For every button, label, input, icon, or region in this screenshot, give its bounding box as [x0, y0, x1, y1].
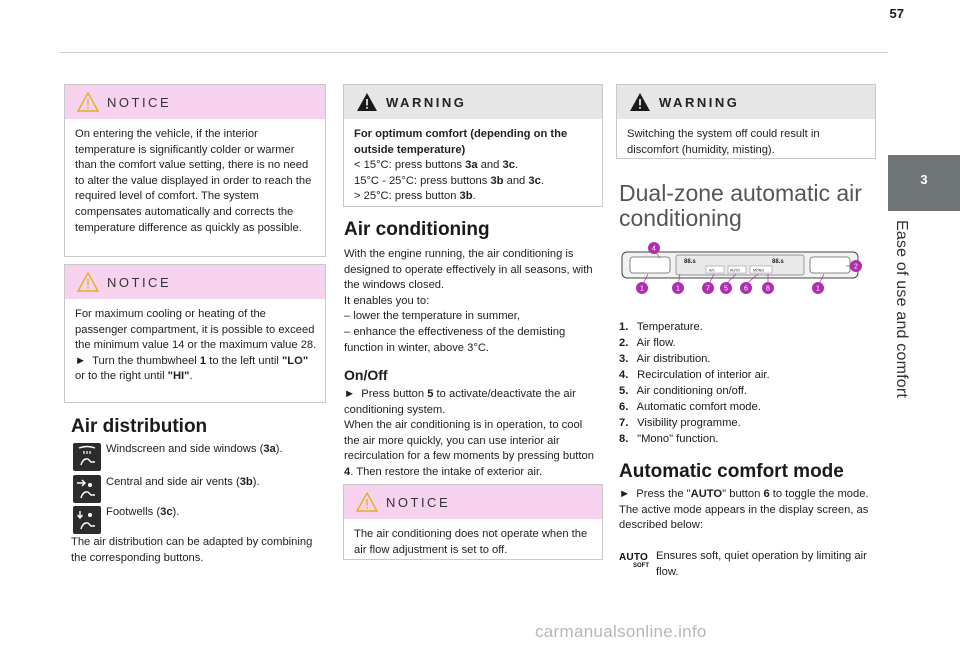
warning-triangle-icon — [629, 92, 651, 112]
notice-header — [65, 85, 325, 119]
central-vent-icon — [73, 475, 101, 503]
climate-control-panel-diagram — [618, 240, 868, 298]
list-item: 7. Visibility programme. — [619, 417, 741, 429]
list-item: 5. Air conditioning on/off. — [619, 385, 747, 397]
warning-header — [344, 85, 602, 119]
notice-text: On entering the vehicle, if the interior temperature is significantly colder or warmer than the comfort value setting, there is no need to alter the value displayed in order to reach the required level of comfort. The system compensates automatically and corrects the temperature difference as quickly as possible. — [75, 128, 312, 234]
panel-display-left: 88.s — [684, 259, 696, 265]
callout-label: 1 — [816, 285, 820, 293]
paragraph: The air distribution can be adapted by combining the corresponding buttons. — [71, 536, 313, 564]
section-heading: Air conditioning — [344, 219, 490, 240]
header-rule — [60, 52, 888, 53]
callout-label: 8 — [766, 285, 770, 293]
page-number: 57 — [889, 6, 904, 21]
notice-title: NOTICE — [107, 95, 172, 110]
list-item: 6. Automatic comfort mode. — [619, 401, 761, 413]
svg-text:AUTO: AUTO — [730, 268, 740, 273]
footwell-vent-icon — [73, 506, 101, 534]
notice-text: The air conditioning does not operate when the air flow adjustment is set to off. — [354, 528, 588, 556]
warning-title: WARNING — [386, 95, 467, 110]
svg-text:MONO: MONO — [753, 268, 765, 273]
svg-text:A/C: A/C — [709, 268, 715, 273]
air-dist-item: Windscreen and side windows (3a). — [106, 443, 283, 455]
subsection-heading: On/Off — [344, 367, 388, 383]
section-heading: Automatic comfort mode — [619, 461, 844, 482]
caution-triangle-icon — [77, 92, 99, 112]
list-item: 1. Temperature. — [619, 321, 703, 333]
warning-header — [617, 85, 875, 119]
paragraph: With the engine running, the air conditioning is designed to operate effectively in all seasons, with the windows closed. It enables you to: – lower the temperature in summer, – enhance the effectiveness of the demisting function in winter, above 3°C. — [344, 248, 593, 354]
callout-label: 6 — [744, 285, 748, 293]
callout-label: 5 — [724, 285, 728, 293]
callout-label: 7 — [706, 285, 710, 293]
notice-title: NOTICE — [386, 495, 451, 510]
notice-header — [65, 265, 325, 299]
notice-title: NOTICE — [107, 275, 172, 290]
temp-knob-right — [810, 257, 850, 273]
list-item: 4. Recirculation of interior air. — [619, 369, 770, 381]
warning-text: Switching the system off could result in discomfort (humidity, misting). — [627, 128, 820, 156]
chapter-title: Ease of use and comfort — [893, 220, 910, 399]
warning-text: For optimum comfort (depending on the outside temperature) < 15°C: press buttons 3a and 3c. 15°C - 25°C: press buttons 3b and 3c. > 25°C: press button 3b. — [354, 128, 568, 203]
warning-box — [616, 84, 876, 159]
paragraph: ► Press the "AUTO" button 6 to toggle the mode. The active mode appears in the display screen, as described below: — [619, 488, 869, 532]
list-item: 8. "Mono" function. — [619, 433, 719, 445]
auto-soft-icon: AUTO SOFT — [619, 552, 649, 569]
callout-label: 1 — [676, 285, 680, 293]
warning-triangle-icon — [356, 92, 378, 112]
paragraph: Ensures soft, quiet operation by limiting air flow. — [656, 550, 867, 578]
callout-label: 4 — [652, 245, 656, 253]
list-item: 3. Air distribution. — [619, 353, 711, 365]
notice-text: For maximum cooling or heating of the passenger compartment, it is possible to exceed the minimum value 14 or the maximum value 28. ► Turn the thumbwheel 1 to the left until "LO" or to the right until "HI". — [75, 308, 317, 383]
caution-triangle-icon — [356, 492, 378, 512]
chapter-number: 3 — [920, 172, 928, 187]
watermark: carmanualsonline.info — [535, 622, 707, 641]
notice-box — [64, 264, 326, 403]
list-item: 2. Air flow. — [619, 337, 676, 349]
caution-triangle-icon — [77, 272, 99, 292]
callout-label: 2 — [854, 263, 858, 271]
section-heading: Dual-zone automatic air conditioning — [619, 180, 862, 231]
warning-box — [343, 84, 603, 207]
section-heading: Air distribution — [71, 416, 208, 437]
paragraph: ► Press button 5 to activate/deactivate the air conditioning system. When the air conditioning is in operation, to cool the air more quickly, you can use interior air recirculation for a few moments by pressing button 4. Then restore the intake of exterior air. — [344, 388, 594, 478]
air-dist-item: Central and side air vents (3b). — [106, 476, 260, 488]
notice-box — [64, 84, 326, 257]
panel-display-right: 88.s — [772, 259, 784, 265]
callout-label: 1 — [640, 285, 644, 293]
control-legend-list — [619, 319, 770, 447]
notice-box — [343, 484, 603, 560]
warning-title: WARNING — [659, 95, 740, 110]
notice-header — [344, 485, 602, 519]
air-dist-item: Footwells (3c). — [106, 506, 180, 518]
temp-knob-left — [630, 257, 670, 273]
windscreen-vent-icon — [73, 443, 101, 471]
